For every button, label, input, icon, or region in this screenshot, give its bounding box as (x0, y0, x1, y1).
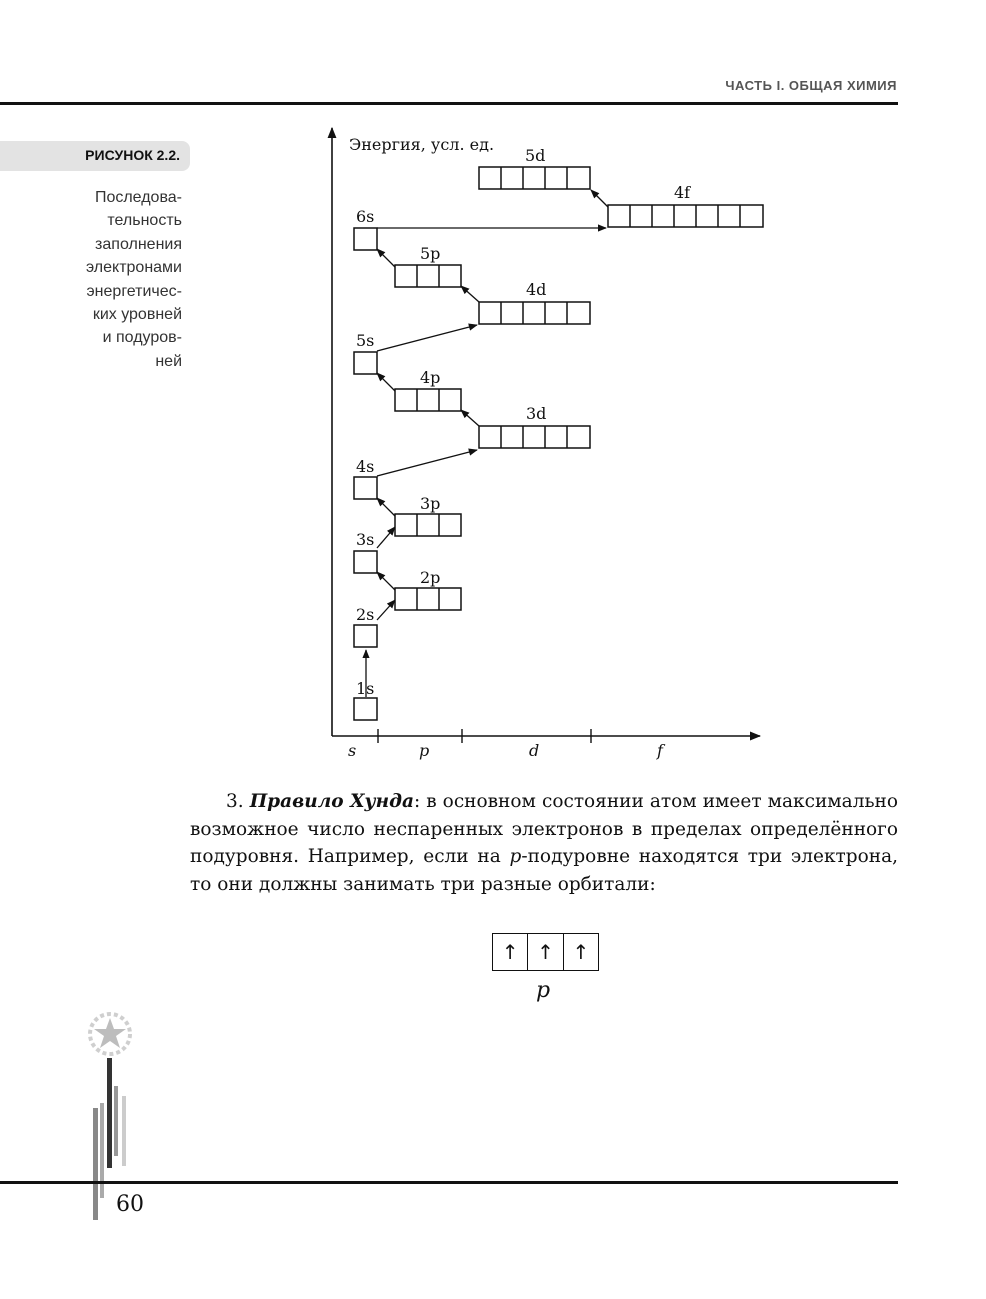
arrow-4p-5s (377, 373, 395, 391)
caption-line: энергетичес- (86, 282, 182, 300)
orbitals-4p (395, 389, 461, 411)
x-label-f: f (657, 741, 663, 760)
x-label-s: s (348, 741, 357, 760)
label-4f: 4f (674, 183, 691, 202)
hund-rule-paragraph (190, 788, 898, 898)
rule-term: Правило Хунда (249, 791, 414, 812)
label-5s: 5s (356, 331, 375, 350)
arrow-5p-6s (377, 249, 395, 267)
orbitals-4d (479, 302, 590, 324)
caption-line: Последова- (94, 189, 182, 206)
orbital-1s (354, 698, 377, 720)
label-5p: 5p (420, 244, 441, 263)
caption-line: электронами (85, 259, 182, 277)
orbitals-3d (479, 426, 590, 448)
rule-number: 3. (226, 791, 244, 812)
up-arrow-icon: ↑ (501, 940, 519, 964)
star-emblem-icon (82, 1008, 142, 1223)
up-arrow-icon: ↑ (563, 934, 598, 970)
arrow-4f-5d (591, 190, 608, 207)
orbitals-3p (395, 514, 461, 536)
arrow-4s-3d (377, 450, 477, 476)
page-number: 60 (116, 1192, 144, 1217)
arrow-3d-4p (461, 410, 479, 426)
label-4d: 4d (526, 280, 547, 299)
label-4p: 4p (420, 368, 441, 387)
arrow-2s-2p (377, 600, 395, 620)
label-2p: 2p (420, 568, 441, 587)
x-label-d: d (529, 741, 540, 760)
rule-text: : в основном состоянии атом имеет максимально возможное число неспаренных электронов в пределах определённого подуровня. Например, если на (190, 791, 898, 868)
caption-line: и подуров- (102, 329, 182, 347)
footer-rule (0, 1181, 898, 1184)
p-orbital-example (492, 933, 599, 971)
orbitals-5d (479, 167, 590, 189)
arrow-3p-4s (377, 498, 395, 516)
label-3p: 3p (420, 494, 441, 513)
label-5d: 5d (525, 146, 546, 165)
p-letter: p (509, 846, 522, 868)
running-header: ЧАСТЬ I. ОБЩАЯ ХИМИЯ (725, 78, 897, 93)
label-6s: 6s (356, 207, 375, 226)
rule-text-continued: -подуровне находятся три электрона, то они должны занимать три разные орбитали: (190, 846, 898, 895)
label-4s: 4s (356, 457, 375, 476)
caption-line: ней (155, 352, 182, 370)
arrow-2p-3s (377, 572, 395, 590)
orbital-2s (354, 625, 377, 647)
orbitals-5p (395, 265, 461, 287)
orbital-3s (354, 551, 377, 573)
label-2s: 2s (356, 605, 375, 624)
caption-line: тельность (107, 212, 182, 230)
caption-line: заполнения (95, 235, 182, 253)
caption-line: ких уровней (92, 306, 182, 324)
p-orbital-label: p (536, 978, 551, 1003)
orbital-6s (354, 228, 377, 250)
y-axis-label: Энергия, усл. ед. (349, 135, 495, 154)
x-label-p: p (419, 741, 430, 760)
arrow-4d-5p (461, 286, 479, 302)
label-3s: 3s (356, 530, 375, 549)
arrow-5s-4d (377, 325, 477, 351)
up-arrow-icon: ↑ (527, 934, 562, 970)
figure-label: РИСУНОК 2.2. (85, 147, 180, 163)
orbitals-2p (395, 588, 461, 610)
orbital-4s (354, 477, 377, 499)
label-1s: 1s (356, 679, 375, 698)
orbital-5s (354, 352, 377, 374)
label-3d: 3d (526, 404, 547, 423)
arrow-3s-3p (377, 527, 395, 548)
